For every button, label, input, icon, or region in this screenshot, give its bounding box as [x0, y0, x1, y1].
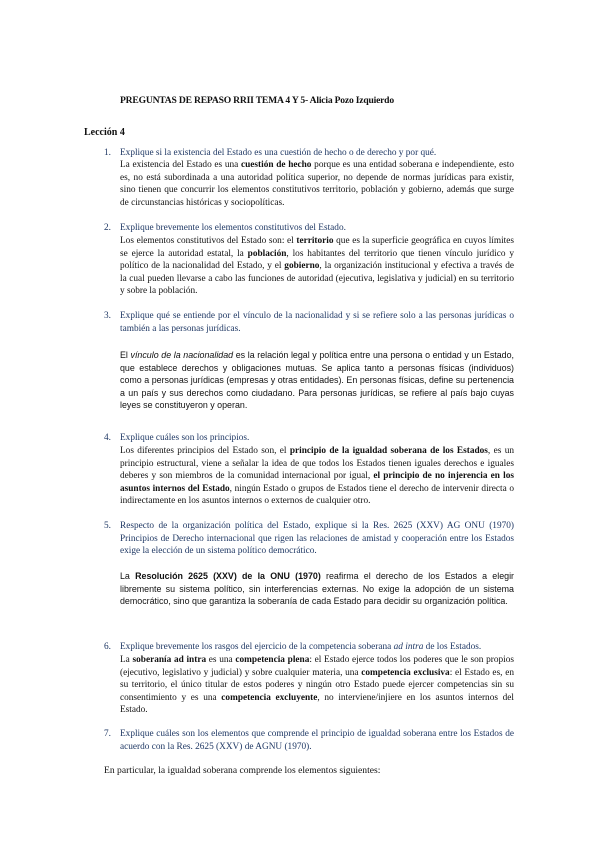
- answer-text: , la organización institucional y efectiva a través de la cual pueden llevarse a cabo las funciones de autoridad (ejecutiva, legislativa y judicial) en su territorio y sobre la población.: [120, 261, 514, 297]
- question-text: Explique si la existencia del Estado es una cuestión de hecho o de derecho y por qué.: [120, 148, 437, 158]
- answer-text: El: [120, 350, 131, 360]
- answer-5: [120, 570, 514, 608]
- section-heading: Lección 4: [84, 127, 125, 138]
- answer-text: , es un principio estructural, viene a señalar la idea de que todos los Estados tienen iguales derechos e iguales deberes y son miembros de la comunidad internacional por igual,: [120, 446, 514, 482]
- answer-bold: población: [247, 248, 287, 259]
- answer-text: , los habitantes del territorio que tienen vínculo jurídico y político de la nacionalidad del Estado, y el: [120, 248, 514, 272]
- question-3: [104, 310, 514, 335]
- answer-6: [120, 654, 514, 717]
- question-text-part: de los Estados.: [423, 642, 482, 652]
- answer-text: La existencia del Estado es una: [120, 160, 241, 170]
- question-number: 6.: [104, 642, 111, 652]
- answer-bold: soberanía ad intra: [132, 655, 207, 665]
- answer-text: que es la superficie geográfica en cuyos límites se ejerce la autoridad estatal, la: [120, 236, 515, 259]
- answer-text: : el Estado es, en su territorio, el único titular de estos poderes y ningún otro Estado puede ejercer competencias sin su consentimiento y es una: [120, 667, 514, 703]
- answer-3: [120, 349, 514, 412]
- question-number: 1.: [104, 148, 111, 158]
- question-text: Explique qué se entiende por el vínculo de la nacionalidad y si se refiere solo a las personas jurídicas o también a las personas jurídicas.: [120, 311, 514, 334]
- question-number: 5.: [104, 521, 111, 531]
- answer-text: La: [120, 571, 136, 581]
- answer-bold: principio de la igualdad soberana de los Estados: [289, 446, 488, 456]
- question-text: [120, 641, 514, 654]
- answer-bold: cuestión de hecho: [240, 160, 312, 170]
- answer-bold: territorio: [296, 236, 334, 246]
- answer-text: La: [120, 655, 133, 665]
- question-number: 3.: [104, 311, 111, 321]
- question-6: [104, 641, 514, 654]
- answer-1: [120, 159, 514, 209]
- answer-bold: Resolución 2625 (XXV) de la ONU (1970): [135, 571, 321, 581]
- answer-text: , no interviene/injiere en los asuntos internos del Estado.: [120, 692, 514, 716]
- document-title: PREGUNTAS DE REPASO RRII TEMA 4 Y 5- Alicia Pozo Izquierdo: [120, 95, 394, 106]
- question-text-italic: ad intra: [393, 642, 424, 652]
- answer-text: , ningún Estado o grupos de Estados tiene el derecho de intervenir directa o indirectamente en los asuntos internos o externos de cualquier otro.: [120, 483, 515, 507]
- answer-bold: el principio de no injerencia en los asuntos internos del Estado: [120, 471, 514, 494]
- answer-4: [120, 445, 514, 508]
- answer-text: : el Estado ejerce todos los poderes que le son propios (ejecutivo, legislativo y judicial) y sobre cualquier materia, una: [120, 655, 514, 678]
- answer-italic: vínculo de la nacionalidad: [130, 350, 234, 360]
- answer-bold: competencia excluyente: [221, 692, 318, 703]
- answer-bold: gobierno: [284, 261, 320, 272]
- answer-text: es una: [206, 655, 236, 665]
- question-text: Respecto de la organización política del Estado, explique si la Res. 2625 (XXV) AG ONU (1970) Principios de Derecho internacional que rigen las relaciones de amistad y cooperación entre los Estados exige la elección de un sistema político democrático.: [120, 521, 514, 557]
- answer-2: [120, 235, 514, 298]
- closing-paragraph: En particular, la igualdad soberana comprende los elementos siguientes:: [104, 765, 381, 776]
- question-text: Explique brevemente los elementos constitutivos del Estado.: [120, 223, 346, 233]
- question-1: [104, 147, 514, 160]
- answer-text: es la relación legal y política entre una persona o entidad y un Estado, que establece derechos y obligaciones mutuas. Se aplica tanto a personas físicas (individuos) como a personas jurídicas (empresas y otras entidades). En personas físicas, define su pertenencia a un país y sus derechos como ciudadano. Para personas jurídicas, se refiere al país bajo cuyas leyes se constituyeron y operan.: [120, 350, 514, 411]
- question-text-part: Explique brevemente los rasgos del ejercicio de la competencia soberana: [120, 642, 394, 652]
- question-2: [104, 222, 514, 235]
- question-4: [104, 432, 514, 445]
- answer-bold: competencia exclusiva: [361, 667, 450, 678]
- question-text: Explique cuáles son los elementos que comprende el principio de igualdad soberana entre los Estados de acuerdo con la Res. 2625 (XXV) de AGNU (1970).: [120, 729, 514, 752]
- question-number: 7.: [104, 729, 111, 739]
- question-5: [104, 520, 514, 558]
- question-number: 2.: [104, 223, 111, 233]
- answer-text: Los diferentes principios del Estado son, el: [120, 446, 290, 456]
- answer-bold: competencia plena: [235, 655, 310, 665]
- answer-text: Los elementos constitutivos del Estado son: el: [120, 236, 297, 246]
- answer-text: reafirma el derecho de los Estados a elegir libremente su sistema político, sin interferencias externas. No exige la adopción de un sistema democrático, sino que garantiza la soberanía de cada Estado para decidir su organización política.: [120, 571, 514, 607]
- answer-text: porque es una entidad soberana e independiente, esto es, no está subordinada a una autoridad política superior, no depende de normas jurídicas para existir, sino tienen que concurrir los elementos constitutivos territorio, población y gobierno, además que surge de circunstancias históricas y sociopolíticas.: [120, 160, 514, 208]
- question-text: Explique cuáles son los principios.: [120, 433, 250, 443]
- question-7: [104, 728, 514, 753]
- question-number: 4.: [104, 433, 111, 443]
